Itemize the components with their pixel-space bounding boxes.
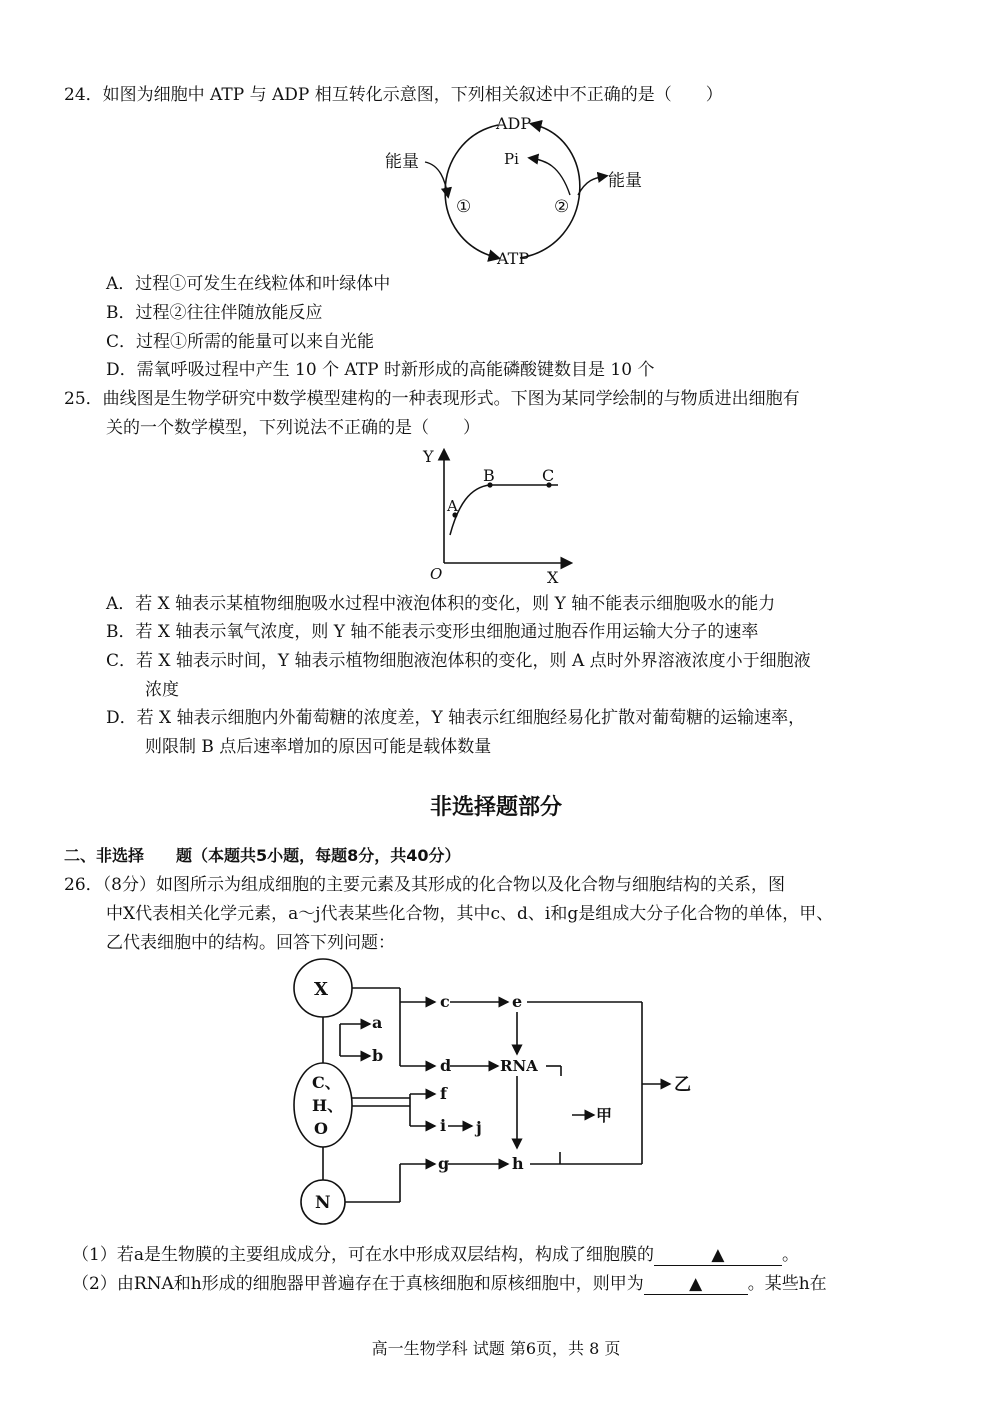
node-cho-label-c: C、 — [312, 1073, 341, 1092]
point-b-label: B — [483, 466, 495, 485]
q26-sub1-blank[interactable]: ▲ — [654, 1245, 782, 1266]
q25-option-d-cont: 则限制 B 点后速率增加的原因可能是载体数量 — [145, 737, 492, 757]
q26-sub2-end: 。某些h在 — [747, 1274, 827, 1294]
q24-stem: 24．如图为细胞中 ATP 与 ADP 相互转化示意图，下列相关叙述中不正确的是（ ） — [64, 85, 723, 105]
energy-left-label: 能量 — [385, 152, 419, 172]
adp-label: ADP — [496, 114, 532, 133]
q26-sub2-text: （2）由RNA和h形成的细胞器甲普遍存在于真核细胞和原核细胞中，则甲为 — [72, 1274, 644, 1294]
atp-adp-cycle-diagram — [380, 110, 660, 270]
x-axis-label: X — [547, 568, 559, 585]
atp-label: ATP — [497, 249, 530, 268]
process2-arc — [520, 124, 580, 258]
step2-label: ② — [554, 197, 570, 217]
pi-label: Pi — [504, 150, 519, 168]
q26-stem-line1: 26．（8分）如图所示为组成细胞的主要元素及其形成的化合物以及化合物与细胞结构的关系，图 — [64, 875, 785, 895]
section-title: 非选择题部分 — [429, 795, 562, 820]
origin-label: O — [430, 565, 443, 583]
label-b: b — [372, 1046, 384, 1065]
label-jia: 甲 — [596, 1106, 613, 1125]
q25-option-c: C．若 X 轴表示时间，Y 轴表示植物细胞液泡体积的变化，则 A 点时外界溶液浓度小于细胞液 — [106, 651, 811, 671]
label-rna: RNA — [500, 1057, 538, 1075]
q25-option-b: B．若 X 轴表示氧气浓度，则 Y 轴不能表示变形虫细胞通过胞吞作用运输大分子的速率 — [106, 622, 759, 642]
label-f: f — [440, 1084, 447, 1103]
q25-option-a: A．若 X 轴表示某植物细胞吸水过程中液泡体积的变化，则 Y 轴不能表示细胞吸水的能力 — [106, 594, 776, 614]
q26-sub1-end: 。 — [781, 1245, 799, 1265]
label-d: d — [440, 1056, 452, 1075]
q25-option-d: D．若 X 轴表示细胞内外葡萄糖的浓度差，Y 轴表示红细胞经易化扩散对葡萄糖的运输速率， — [106, 708, 806, 728]
point-a-label: A — [447, 497, 458, 515]
label-yi: 乙 — [674, 1075, 691, 1095]
q26-sub1 — [72, 1244, 799, 1266]
q25-stem-line1: 25．曲线图是生物学研究中数学模型建构的一种表现形式。下图为某同学绘制的与物质进出细胞有 — [64, 389, 800, 409]
q26-sub2-blank[interactable]: ▲ — [644, 1274, 748, 1295]
process1-arc — [445, 125, 498, 258]
q24-option-d: D．需氧呼吸过程中产生 10 个 ATP 时新形成的高能磷酸键数目是 10 个 — [106, 360, 655, 380]
q26-stem-line3: 乙代表细胞中的结构。回答下列问题： — [106, 933, 395, 953]
q26-sub2 — [72, 1273, 827, 1295]
label-i: i — [440, 1116, 447, 1135]
q25-option-c-cont: 浓度 — [145, 680, 179, 700]
label-a: a — [372, 1013, 383, 1032]
node-n-label: N — [315, 1193, 331, 1213]
element-compound-diagram — [290, 958, 720, 1238]
step1-label: ① — [456, 197, 472, 217]
pi-arc — [530, 158, 570, 195]
q24-option-c: C．过程①所需的能量可以来自光能 — [106, 332, 375, 352]
label-h: h — [512, 1154, 524, 1173]
label-g: g — [438, 1154, 450, 1173]
energy-right-label: 能量 — [608, 171, 642, 191]
q26-sub1-text: （1）若a是生物膜的主要组成成分，可在水中形成双层结构，构成了细胞膜的 — [72, 1245, 654, 1265]
q26-stem-line2: 中X代表相关化学元素，a～j代表某些化合物，其中c、d、i和g是组成大分子化合物的单体，甲、 — [106, 904, 834, 924]
node-cho-label-o: O — [314, 1119, 328, 1138]
energy-out-arrow — [578, 176, 606, 195]
y-axis-label: Y — [423, 447, 434, 466]
q25-stem-line2: 关的一个数学模型，下列说法不正确的是（ ） — [106, 418, 480, 438]
page-footer: 高一生物学科 试题 第6页，共 8 页 — [371, 1339, 621, 1358]
q24-option-b: B．过程②往往伴随放能反应 — [106, 303, 323, 323]
label-e: e — [512, 992, 523, 1011]
model-curve — [450, 485, 558, 535]
q25-curve-graph — [418, 445, 588, 585]
node-cho-label-h: H、 — [312, 1096, 344, 1115]
section2-heading: 二、非选择 题（本题共5小题，每题8分，共40分） — [64, 846, 461, 865]
node-x-label: X — [314, 979, 328, 1000]
label-c: c — [440, 992, 450, 1011]
q24-option-a: A．过程①可发生在线粒体和叶绿体中 — [106, 274, 391, 294]
point-c-label: C — [542, 466, 555, 485]
label-j: j — [476, 1118, 482, 1137]
